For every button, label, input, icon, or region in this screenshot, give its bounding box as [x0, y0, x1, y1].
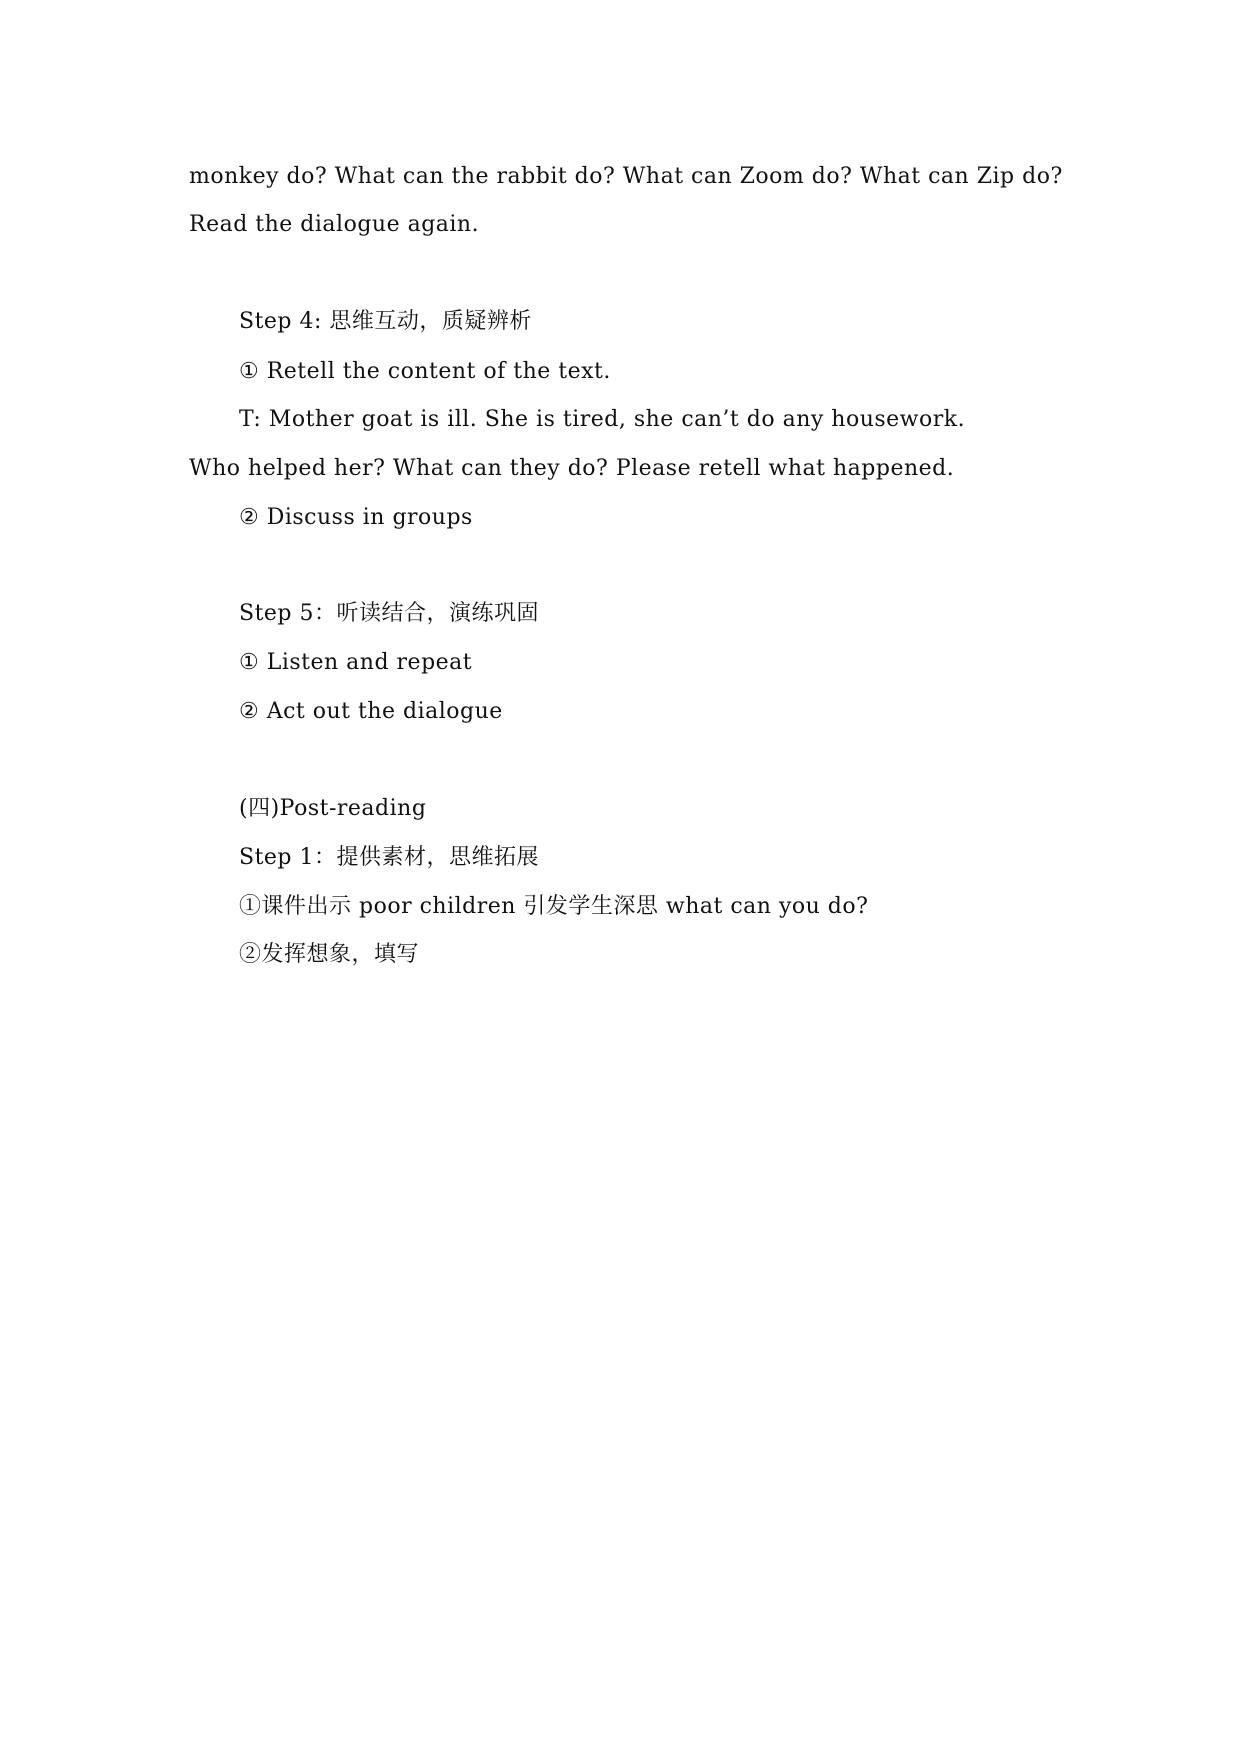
- paragraph-line: T: Mother goat is ill. She is tired, she can’t do any housework.: [239, 407, 966, 432]
- list-item: ② Discuss in groups: [239, 505, 473, 530]
- list-item: ① Retell the content of the text.: [239, 359, 611, 384]
- step-heading: Step 4: 思维互动，质疑辨析: [239, 309, 532, 334]
- step-heading: Step 5：听读结合，演练巩固: [239, 601, 540, 626]
- list-item: ①课件出示 poor children 引发学生深思 what can you do?: [239, 894, 869, 919]
- list-item: ① Listen and repeat: [239, 650, 473, 675]
- list-item: ②发挥想象，填写: [239, 942, 420, 967]
- paragraph-line: Read the dialogue again.: [189, 212, 480, 237]
- paragraph-line: Who helped her? What can they do? Please retell what happened.: [189, 456, 955, 481]
- list-item: ② Act out the dialogue: [239, 699, 503, 724]
- paragraph-line: monkey do? What can the rabbit do? What can Zoom do? What can Zip do?: [189, 164, 1063, 189]
- section-heading: (四)Post-reading: [239, 796, 427, 821]
- step-heading: Step 1：提供素材，思维拓展: [239, 845, 540, 870]
